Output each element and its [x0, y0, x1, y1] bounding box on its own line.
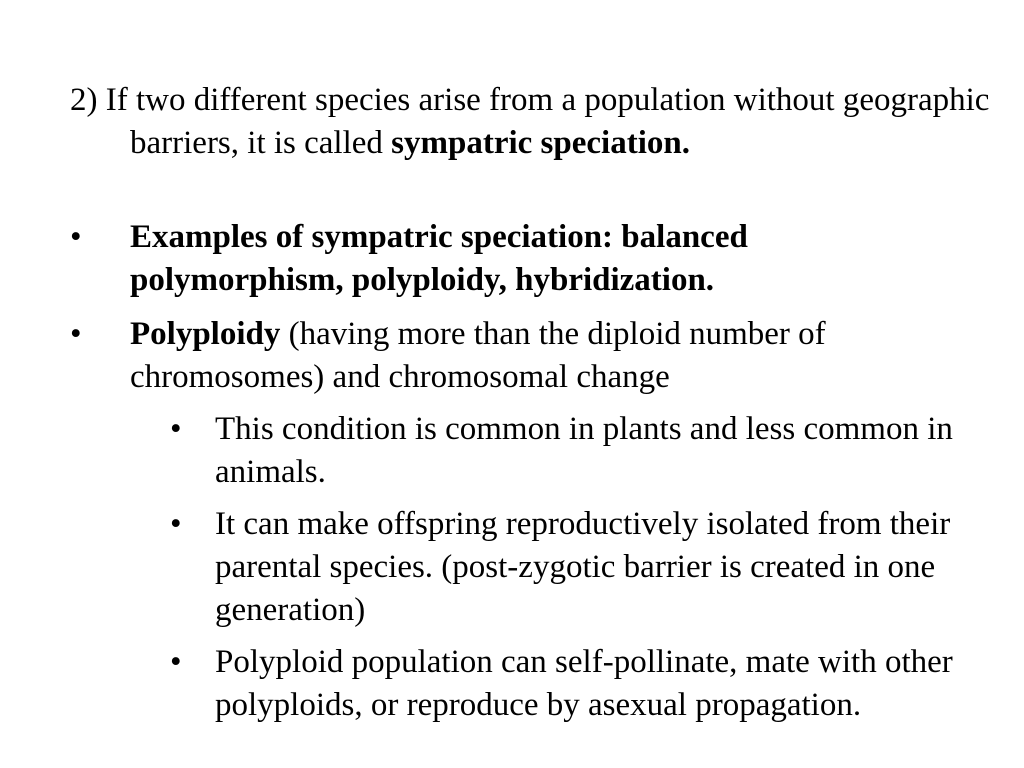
bullet-text [130, 313, 950, 399]
sub-bullet-text: This condition is common in plants and less common in animals. [215, 411, 953, 490]
bullet-text [130, 216, 950, 302]
bullet-bold-text: Polyploidy [130, 316, 281, 352]
bullet-marker: • [70, 316, 82, 352]
sub-bullet-text: It can make offspring reproductively isolated from their parental species. (post-zygotic barrier is created in one generation) [215, 506, 951, 628]
sub-bullet-marker: • [170, 506, 182, 542]
bullet-bold-text: Examples of sympatric speciation: balanced polymorphism, polyploidy, hybridization. [130, 219, 748, 298]
bullet-rest-text: (having more than the diploid number of chromosomes) and chromosomal change [130, 316, 826, 395]
bullet-marker: • [70, 219, 82, 255]
sub-bullet-marker: • [170, 411, 182, 447]
intro-paragraph [70, 79, 1010, 165]
intro-bold-term: sympatric speciation. [391, 125, 690, 161]
intro-text: 2) If two different species arise from a population without geographic barriers, it is called [70, 82, 990, 161]
sub-bullet-marker: • [170, 644, 182, 680]
sub-bullet-text: Polyploid population can self-pollinate, mate with other polyploids, or reproduce by asexual propagation. [215, 644, 953, 723]
